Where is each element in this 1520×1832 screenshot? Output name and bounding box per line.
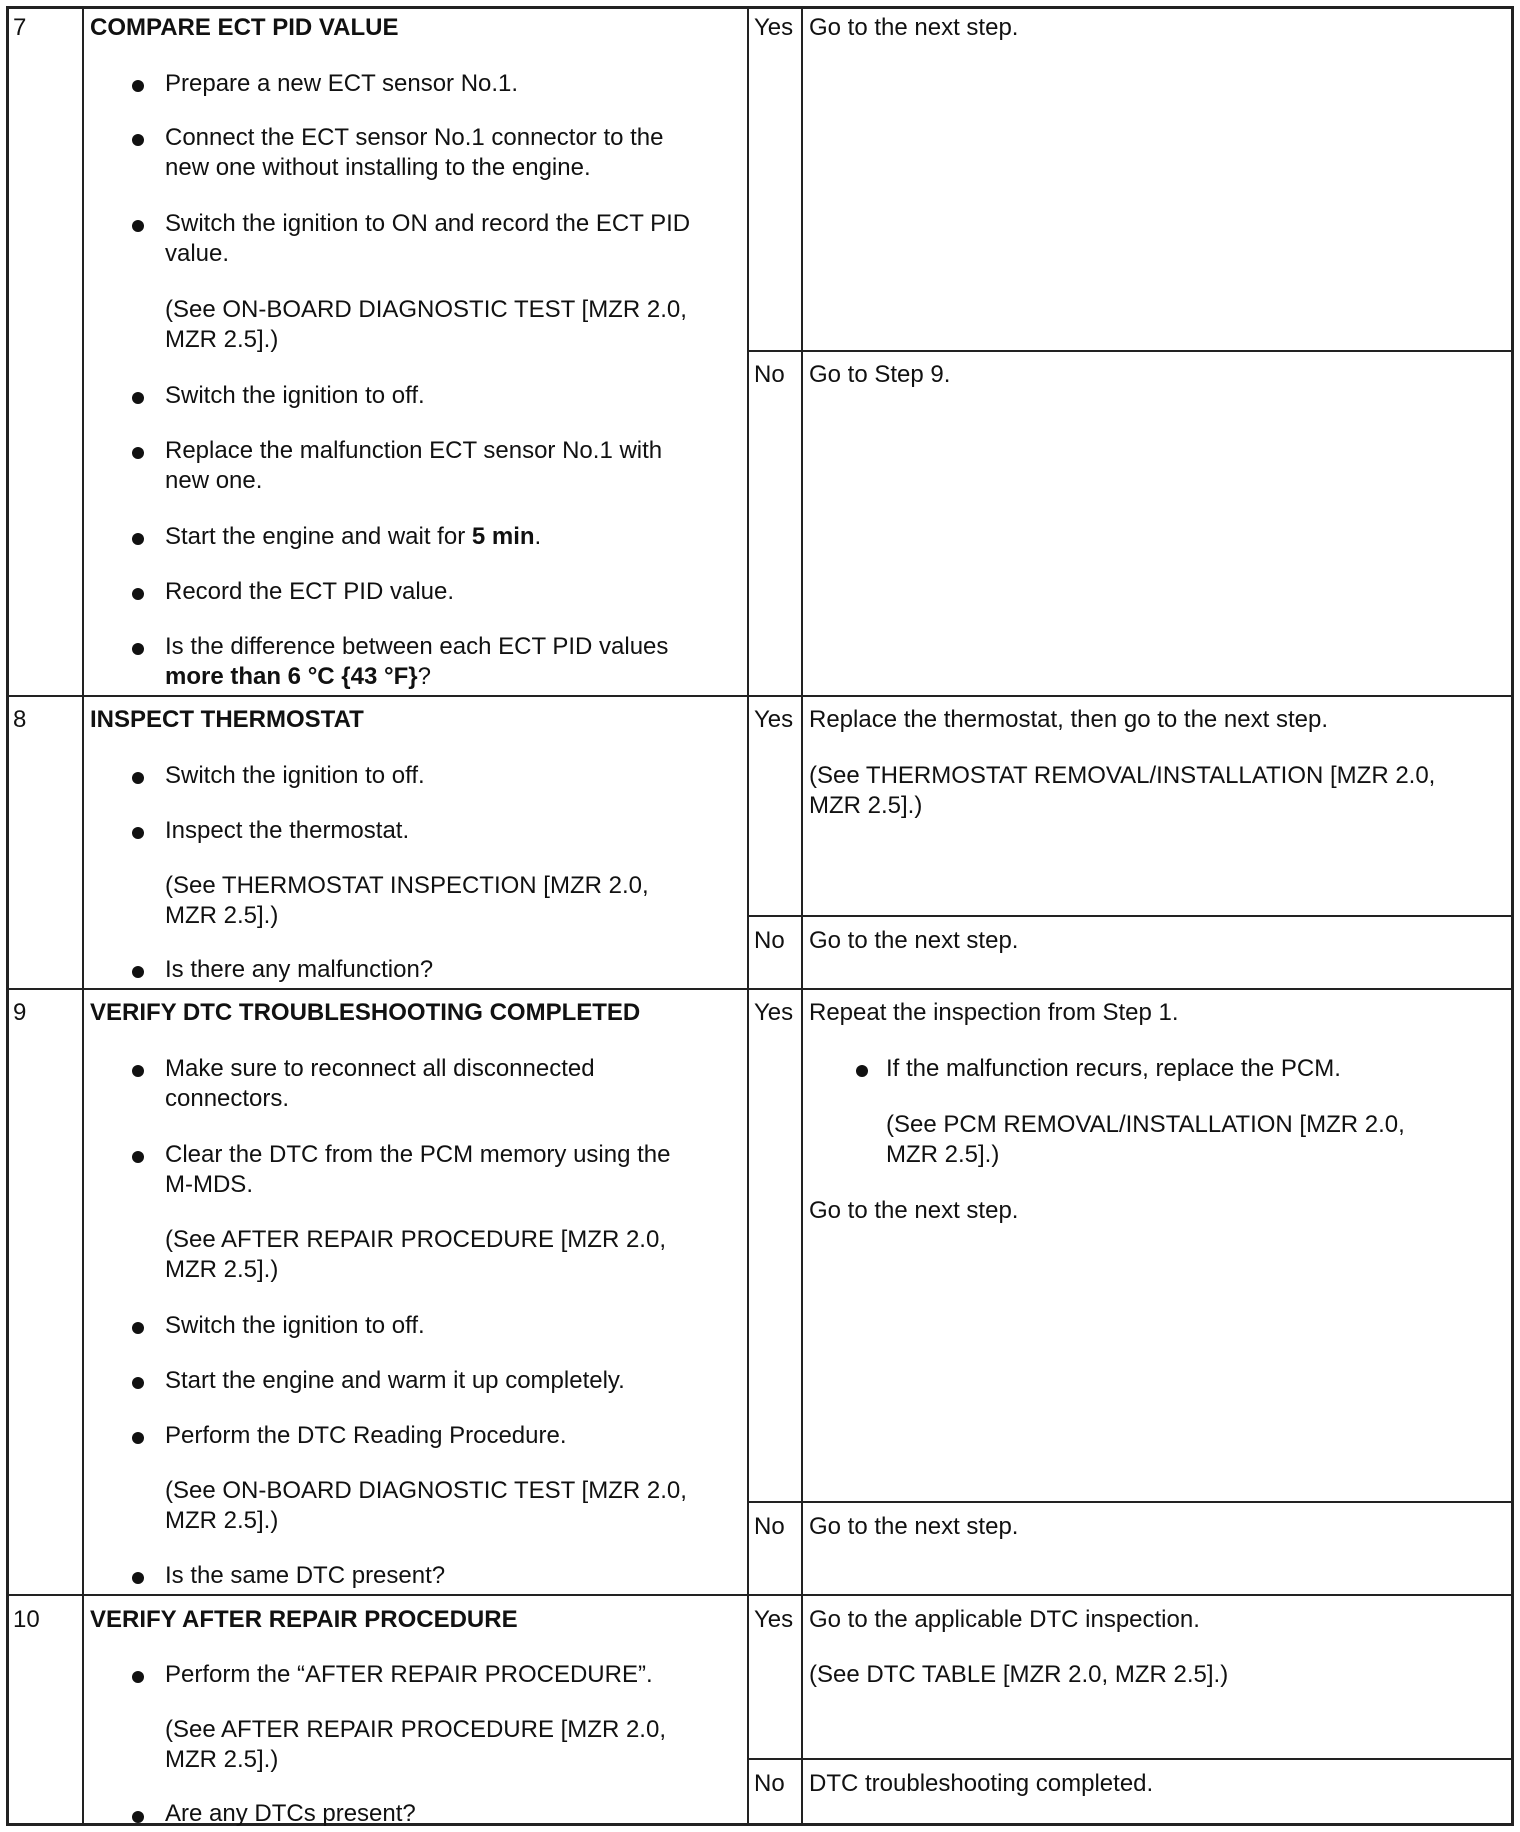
yes-no-divider-10 [747,1758,1514,1760]
bullet-icon [132,1572,144,1584]
bullet-icon [856,1065,868,1077]
yes-no-divider-9 [747,1501,1514,1503]
bullet-icon [132,1065,144,1077]
bullet-icon [132,1432,144,1444]
action-text-part: . [534,523,542,550]
reference-text: MZR 2.5].) [165,1507,279,1534]
action-text: Are any DTCs present? [165,1800,416,1827]
bullet-icon [132,392,144,404]
yes-label: Yes [754,14,794,41]
yes-reference: (See THERMOSTAT REMOVAL/INSTALLATION [MZR 2.0, [809,762,1436,789]
step-title: VERIFY AFTER REPAIR PROCEDURE [90,1606,518,1633]
no-label: No [754,1770,785,1797]
row-divider-8 [6,695,1514,697]
step-number: 9 [13,999,27,1026]
step-number: 7 [13,14,27,41]
action-text: value. [165,240,230,267]
action-text: Make sure to reconnect all disconnected [165,1055,595,1082]
bullet-icon [132,1322,144,1334]
bullet-icon [132,966,144,978]
action-text [165,662,431,692]
reference-text: (See AFTER REPAIR PROCEDURE [MZR 2.0, [165,1716,666,1743]
bullet-icon [132,772,144,784]
action-text [165,522,541,552]
bullet-icon [132,134,144,146]
row-divider-10 [6,1594,1514,1596]
action-text-part: Start the engine and wait for [165,523,472,550]
table-border-top [6,6,1514,9]
step-title: INSPECT THERMOSTAT [90,706,364,733]
action-text: Is the difference between each ECT PID values [165,633,669,660]
bullet-icon [132,80,144,92]
bullet-icon [132,643,144,655]
yes-result: Go to the next step. [809,14,1019,41]
no-result: Go to Step 9. [809,361,951,388]
action-text: Perform the “AFTER REPAIR PROCEDURE”. [165,1661,653,1688]
action-text: Connect the ECT sensor No.1 connector to the [165,124,664,151]
yes-result: Go to the next step. [809,1197,1019,1224]
no-result: DTC troubleshooting completed. [809,1770,1154,1797]
yes-substep: If the malfunction recurs, replace the PCM. [886,1055,1341,1082]
no-result: Go to the next step. [809,927,1019,954]
action-text: Switch the ignition to ON and record the ECT PID [165,210,691,237]
bullet-icon [132,1811,144,1823]
action-text: new one. [165,467,263,494]
reference-text: (See AFTER REPAIR PROCEDURE [MZR 2.0, [165,1226,666,1253]
action-text: Is there any malfunction? [165,956,434,983]
step-title: COMPARE ECT PID VALUE [90,14,399,41]
no-result: Go to the next step. [809,1513,1019,1540]
reference-text: MZR 2.5].) [165,326,279,353]
bullet-icon [132,1671,144,1683]
step-number: 10 [13,1606,40,1633]
yes-result: Go to the applicable DTC inspection. [809,1606,1200,1633]
yes-label: Yes [754,1606,794,1633]
bullet-icon [132,588,144,600]
yes-reference: (See DTC TABLE [MZR 2.0, MZR 2.5].) [809,1661,1229,1688]
no-label: No [754,1513,785,1540]
yes-reference: MZR 2.5].) [809,792,923,819]
yes-label: Yes [754,706,794,733]
reference-text: MZR 2.5].) [165,1746,279,1773]
action-text: Perform the DTC Reading Procedure. [165,1422,567,1449]
reference-text: (See THERMOSTAT INSPECTION [MZR 2.0, [165,872,649,899]
bullet-icon [132,1151,144,1163]
action-text: Start the engine and warm it up completely. [165,1367,625,1394]
bullet-icon [132,220,144,232]
no-label: No [754,361,785,388]
no-label: No [754,927,785,954]
action-text: new one without installing to the engine. [165,154,591,181]
action-text: Record the ECT PID value. [165,578,455,605]
yes-label: Yes [754,999,794,1026]
row-divider-9 [6,988,1514,990]
yes-no-divider-7 [747,350,1514,352]
action-text: Is the same DTC present? [165,1562,446,1589]
action-text: Clear the DTC from the PCM memory using the [165,1141,671,1168]
step-number: 8 [13,706,27,733]
action-text: Switch the ignition to off. [165,762,425,789]
action-text: Switch the ignition to off. [165,1312,425,1339]
bullet-icon [132,447,144,459]
yes-result: Replace the thermostat, then go to the next step. [809,706,1328,733]
action-text: Prepare a new ECT sensor No.1. [165,70,519,97]
yes-result: Repeat the inspection from Step 1. [809,999,1179,1026]
yes-reference: MZR 2.5].) [886,1141,1000,1168]
bullet-icon [132,1377,144,1389]
yes-reference: (See PCM REMOVAL/INSTALLATION [MZR 2.0, [886,1111,1405,1138]
table-border-left [6,6,9,1826]
reference-text: MZR 2.5].) [165,902,279,929]
action-text: Inspect the thermostat. [165,817,410,844]
col-divider-step [82,6,84,1826]
action-text: Replace the malfunction ECT sensor No.1 with [165,437,663,464]
reference-text: MZR 2.5].) [165,1256,279,1283]
bullet-icon [132,827,144,839]
action-text: Switch the ignition to off. [165,382,425,409]
bullet-icon [132,533,144,545]
reference-text: (See ON-BOARD DIAGNOSTIC TEST [MZR 2.0, [165,296,687,323]
yes-no-divider-8 [747,915,1514,917]
action-text-bold: more than 6 °C {43 °F} [165,663,418,690]
reference-text: (See ON-BOARD DIAGNOSTIC TEST [MZR 2.0, [165,1477,687,1504]
action-text-part: ? [417,663,431,690]
step-title: VERIFY DTC TROUBLESHOOTING COMPLETED [90,999,641,1026]
action-text-bold: 5 min [471,523,535,550]
action-text: M-MDS. [165,1171,253,1198]
action-text: connectors. [165,1085,290,1112]
